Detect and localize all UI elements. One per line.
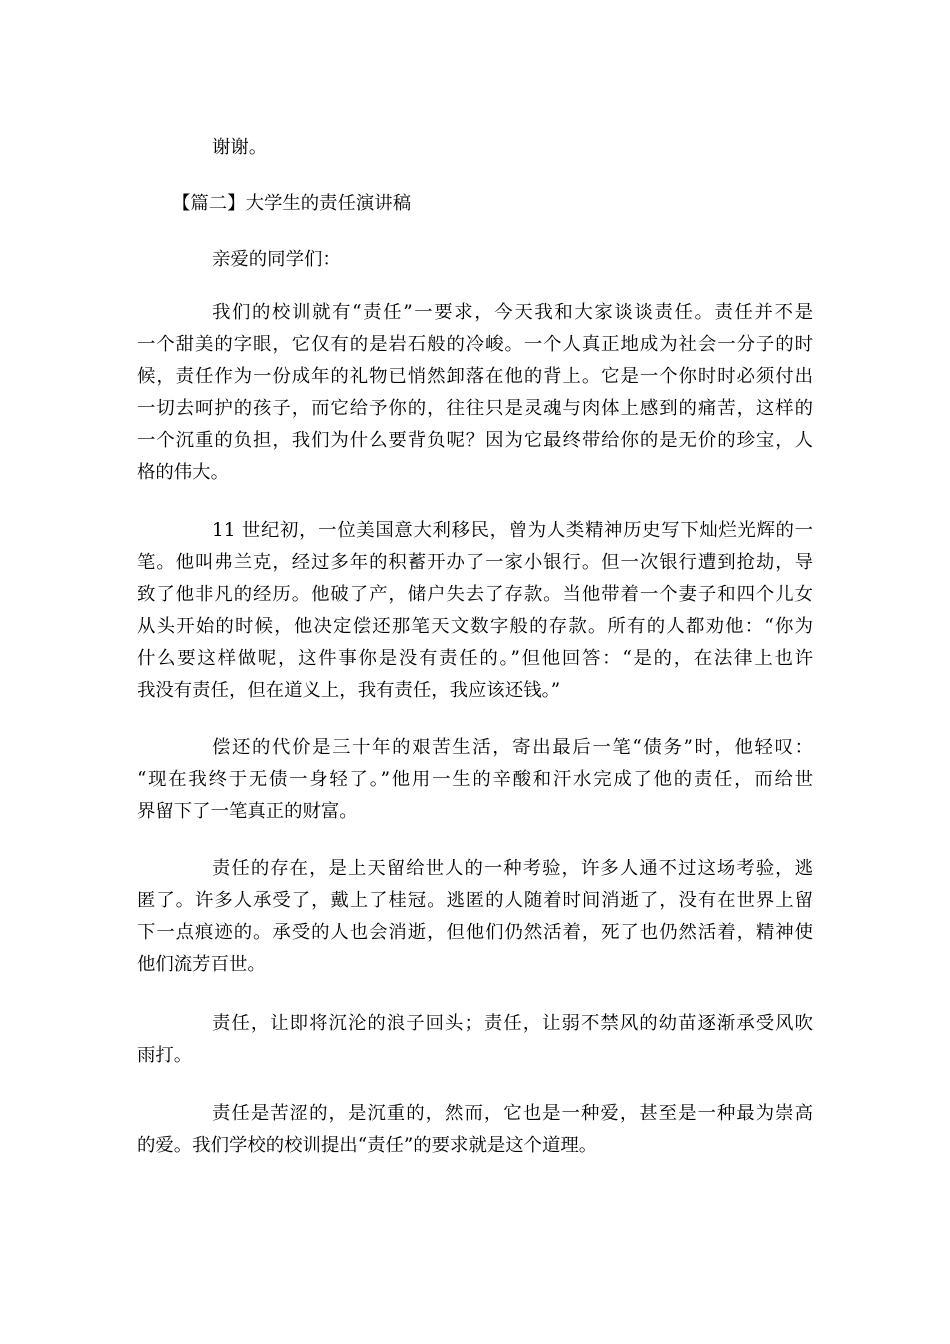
paragraph-line: 雨打。 (137, 1045, 193, 1066)
paragraph-line: 责任的存在，是上天留给世人的一种考验，许多人通不过这场考验，逃 (212, 858, 813, 879)
paragraph-line: 一个甜美的字眼，它仅有的是岩石般的冷峻。一个人真正地成为社会一分子的时 (137, 334, 813, 355)
paragraph-line: 界留下了一笔真正的财富。 (137, 801, 358, 822)
paragraph-line: 的爱。我们学校的校训提出“责任”的要求就是这个道理。 (137, 1135, 598, 1156)
paragraph-line: 责任是苦涩的，是沉重的，然而，它也是一种爱，甚至是一种最为崇高 (212, 1103, 813, 1124)
paragraph-line: 致了他非凡的经历。他破了产，储户失去了存款。当他带着一个妻子和四个儿女 (137, 584, 813, 605)
paragraph-line: 一个沉重的负担，我们为什么要背负呢？因为它最终带给你的是无价的珍宝，人 (137, 430, 813, 451)
paragraph-line: 一切去呵护的孩子，而它给予你的，往往只是灵魂与肉体上感到的痛苦，这样的 (137, 398, 813, 419)
paragraph-line: 候，责任作为一份成年的礼物已悄然卸落在他的背上。它是一个你时时必须付出 (137, 366, 813, 387)
paragraph-line: 下一点痕迹的。承受的人也会消逝，但他们仍然活着，死了也仍然活着，精神使 (137, 922, 813, 943)
paragraph-line: “现在我终于无债一身轻了。”他用一生的辛酸和汗水完成了他的责任，而给世 (137, 769, 813, 790)
paragraph-line: 责任，让即将沉沦的浪子回头；责任，让弱不禁风的幼苗逐渐承受风吹 (212, 1013, 813, 1034)
paragraph-line: 我没有责任，但在道义上，我有责任，我应该还钱。” (137, 680, 561, 701)
paragraph-line: 我们的校训就有“责任”一要求，今天我和大家谈谈责任。责任并不是 (212, 302, 813, 323)
closing-text: 谢谢。 (212, 137, 268, 158)
section-heading: 【篇二】大学生的责任演讲稿 (172, 193, 412, 214)
paragraph-line: 他们流芳百世。 (137, 954, 266, 975)
salutation: 亲爱的同学们： (212, 249, 341, 270)
paragraph-line: 11 世纪初，一位美国意大利移民，曾为人类精神历史写下灿烂光辉的一 (212, 520, 813, 541)
paragraph-line: 偿还的代价是三十年的艰苦生活，寄出最后一笔“债务”时，他轻叹： (212, 737, 813, 758)
paragraph-line: 从头开始的时候，他决定偿还那笔天文数字般的存款。所有的人都劝他：“你为 (137, 616, 813, 637)
paragraph-line: 笔。他叫弗兰克，经过多年的积蓄开办了一家小银行。但一次银行遭到抢劫，导 (137, 552, 813, 573)
paragraph-line: 匿了。许多人承受了，戴上了桂冠。逃匿的人随着时间消逝了，没有在世界上留 (137, 890, 813, 911)
paragraph-line: 什么要这样做呢，这件事你是没有责任的。”但他回答：“是的，在法律上也许 (137, 648, 813, 669)
paragraph-line: 格的伟大。 (137, 462, 229, 483)
